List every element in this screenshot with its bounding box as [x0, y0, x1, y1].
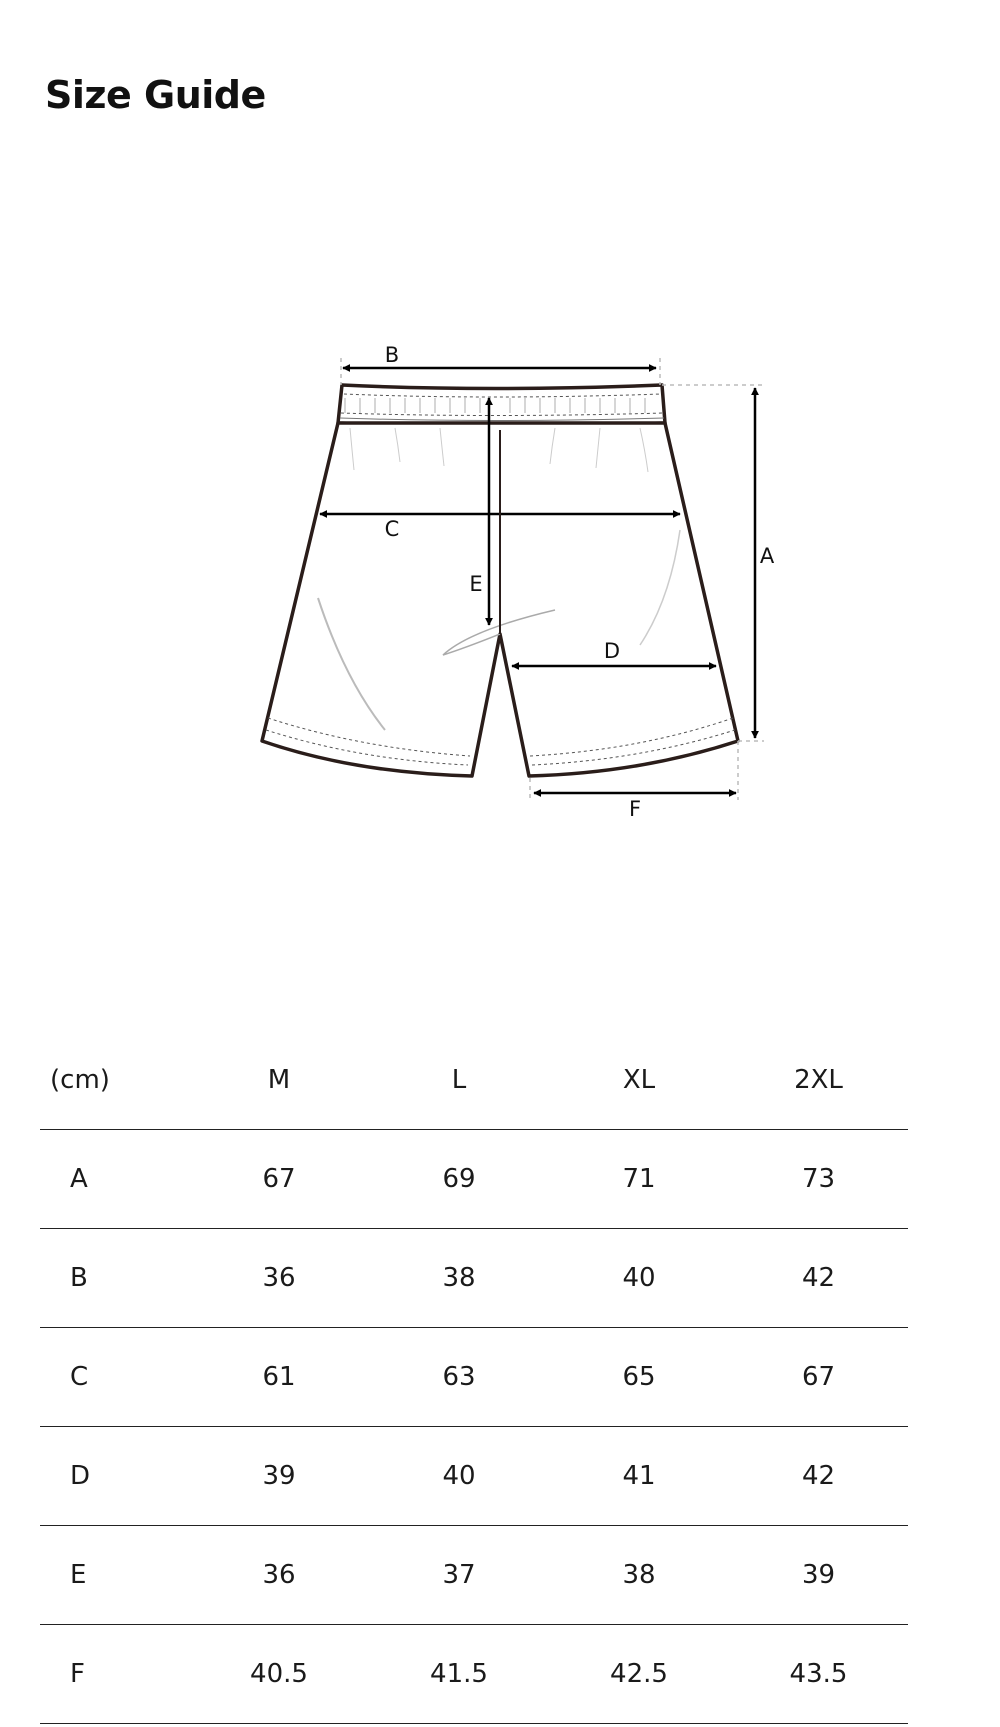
table-cell: 38 — [549, 1526, 729, 1625]
table-cell: 39 — [729, 1526, 908, 1625]
table-cell: 41.5 — [369, 1625, 549, 1724]
table-cell: 67 — [189, 1130, 369, 1229]
table-cell: 37 — [369, 1526, 549, 1625]
table-cell: 67 — [729, 1328, 908, 1427]
table-cell: 42 — [729, 1229, 908, 1328]
label-f: F — [628, 797, 642, 821]
unit-label: (cm) — [40, 1030, 189, 1130]
table-cell: 36 — [189, 1526, 369, 1625]
table-cell: 61 — [189, 1328, 369, 1427]
row-label: E — [40, 1526, 189, 1625]
size-header: XL — [549, 1030, 729, 1130]
label-a: A — [759, 544, 775, 568]
table-cell: 42.5 — [549, 1625, 729, 1724]
table-header-row — [40, 1030, 908, 1130]
table-cell: 69 — [369, 1130, 549, 1229]
table-cell: 71 — [549, 1130, 729, 1229]
table-cell: 38 — [369, 1229, 549, 1328]
label-b: B — [384, 343, 400, 367]
row-label: A — [40, 1130, 189, 1229]
table-cell: 41 — [549, 1427, 729, 1526]
row-label: C — [40, 1328, 189, 1427]
table-cell: 40 — [369, 1427, 549, 1526]
table-row — [40, 1130, 908, 1229]
table-row — [40, 1625, 908, 1724]
table-row — [40, 1526, 908, 1625]
label-d: D — [603, 639, 621, 663]
row-label: F — [40, 1625, 189, 1724]
table-cell: 39 — [189, 1427, 369, 1526]
row-label: B — [40, 1229, 189, 1328]
table-row — [40, 1229, 908, 1328]
table-cell: 42 — [729, 1427, 908, 1526]
table-cell: 40 — [549, 1229, 729, 1328]
size-header: 2XL — [729, 1030, 908, 1130]
page-title: Size Guide — [45, 73, 266, 117]
table-cell: 40.5 — [189, 1625, 369, 1724]
size-header: L — [369, 1030, 549, 1130]
table-cell: 36 — [189, 1229, 369, 1328]
row-label: D — [40, 1427, 189, 1526]
table-row — [40, 1328, 908, 1427]
label-c: C — [384, 517, 400, 541]
label-e: E — [469, 572, 483, 596]
size-header: M — [189, 1030, 369, 1130]
table-cell: 43.5 — [729, 1625, 908, 1724]
size-chart-table — [40, 1030, 908, 1724]
table-cell: 63 — [369, 1328, 549, 1427]
table-cell: 73 — [729, 1130, 908, 1229]
table-cell: 65 — [549, 1328, 729, 1427]
table-row — [40, 1427, 908, 1526]
